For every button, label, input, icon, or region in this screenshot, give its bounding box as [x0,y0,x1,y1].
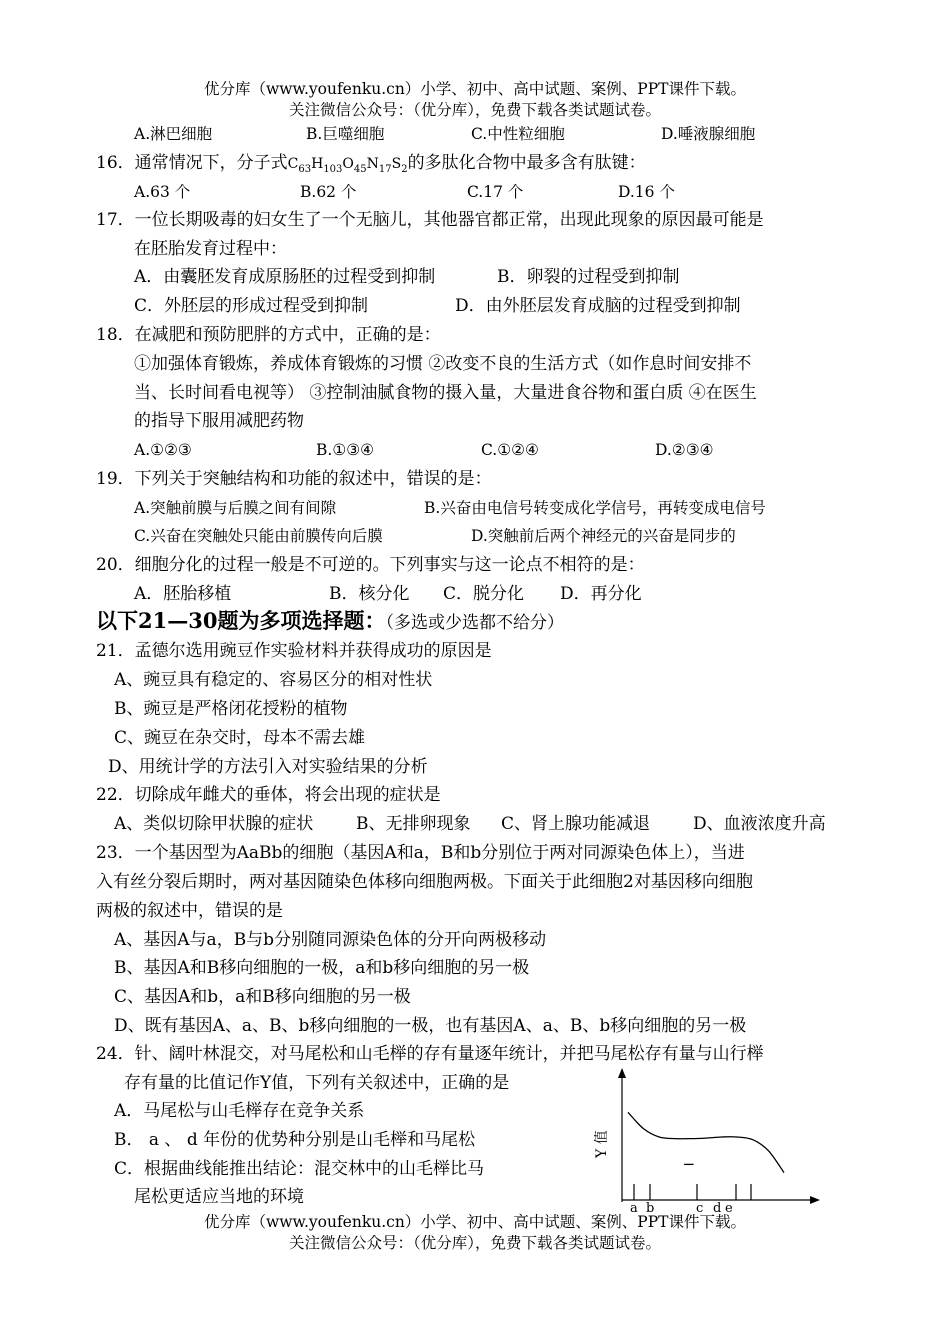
q20-option-d: D．再分化 [560,584,642,604]
formula-c-sub: 63 [298,163,312,175]
q22-option-c: C、肾上腺功能减退 [501,814,651,834]
q21-option-a: A、豌豆具有稳定的、容易区分的相对性状 [114,670,433,690]
q17-option-d: D．由外胚层发育成脑的过程受到抑制 [455,296,741,316]
q18-option-a: A.①②③ [134,441,192,459]
q23-stem-line-1: 23．一个基因型为AaBb的细胞（基因A和a，B和b分别位于两对同源染色体上），当进 [96,843,745,863]
formula-n: N [366,156,379,172]
q21-option-c: C、豌豆在杂交时，母本不需去雄 [114,728,366,748]
q24-stem-line-1: 24．针、阔叶林混交，对马尾松和山毛榉的存有量逐年统计，并把马尾松存有量与山行榉 [96,1044,764,1064]
y-axis-arrow [618,1068,626,1078]
q24-option-b: B． a 、 d 年份的优势种分别是山毛榉和马尾松 [114,1130,476,1150]
q23-stem-line-2: 入有丝分裂后期时，两对基因随染色体移向细胞两极。下面关于此细胞2对基因移向细胞 [96,872,753,892]
q16-option-a: A.63 个 [134,183,191,201]
q24-option-c-line-1: C．根据曲线能推出结论：混交林中的山毛榉比马 [114,1159,485,1179]
q17-option-a: A．由囊胚发育成原肠胚的过程受到抑制 [134,267,436,287]
section-title-row [96,610,564,634]
q16-stem [96,152,646,181]
q18-option-b: B.①③④ [316,441,375,459]
q20-option-a: A．胚胎移植 [134,584,232,604]
formula-s-sub: 2 [401,163,408,175]
q21-stem: 21．孟德尔选用豌豆作实验材料并获得成功的原因是 [96,641,492,661]
q18-stem: 18．在减肥和预防肥胖的方式中，正确的是： [96,325,441,345]
y-value-chart [588,1066,828,1216]
watermark-footer-line-1: 优分库（www.youfenku.cn）小学、初中、高中试题、案例、PPT课件下载。 [203,1213,747,1231]
q16-stem-post: 的多肽化合物中最多含有肽键： [407,153,646,173]
q24-option-a: A．马尾松与山毛榉存在竞争关系 [114,1101,365,1121]
x-tick-label-d: d [713,1201,722,1216]
q21-option-d: D、用统计学的方法引入对实验结果的分析 [108,757,428,777]
q16-stem-pre: 16．通常情况下，分子式 [96,153,288,173]
x-tick-label-e: e [725,1201,733,1216]
y-axis-label: Y 值 [594,1130,610,1158]
section-note: （多选或少选都不给分） [385,613,564,633]
q18-body-line-3: 的指导下服用减肥药物 [134,411,304,431]
x-tick-label-a: a [630,1201,638,1216]
formula-h-sub: 103 [323,163,343,175]
q22-option-b: B、无排卵现象 [356,814,471,834]
q16-option-b: B.62 个 [300,183,357,201]
q23-option-d: D、既有基因A、a、B、b移向细胞的一极，也有基因A、a、B、b移向细胞的另一极 [114,1016,747,1036]
q18-body-line-1: ①加强体育锻炼，养成体育锻炼的习惯 ②改变不良的生活方式（如作息时间安排不 [134,354,752,374]
q16-option-d: D.16 个 [618,183,675,201]
q24-stem-line-2: 存有量的比值记作Y值，下列有关叙述中，正确的是 [124,1073,510,1093]
formula-o-sub: 45 [353,163,367,175]
formula-o: O [342,156,354,172]
q22-option-a: A、类似切除甲状腺的症状 [114,814,314,834]
q23-option-b: B、基因A和B移向细胞的一极，a和b移向细胞的另一极 [114,958,530,978]
q20-option-b: B．核分化 [329,584,410,604]
q18-body-line-2: 当、长时间看电视等） ③控制油腻食物的摄入量，大量进食谷物和蛋白质 ④在医生 [134,383,757,403]
x-axis-arrow [810,1196,820,1204]
q22-stem: 22．切除成年雌犬的垂体，将会出现的症状是 [96,785,441,805]
section-title: 以下21—30题为多项选择题： [96,608,386,633]
q15-option-c: C.中性粒细胞 [471,125,565,143]
q21-option-b: B、豌豆是严格闭花授粉的植物 [114,699,348,719]
x-tick-label-c: c [696,1201,704,1216]
watermark-header-line-2: 关注微信公众号：（优分库），免费下载各类试题试卷。 [288,101,661,119]
q20-stem: 20．细胞分化的过程一般是不可逆的。下列事实与这一论点不相符的是： [96,555,645,575]
watermark-footer-line-2: 关注微信公众号：（优分库），免费下载各类试题试卷。 [288,1234,661,1252]
q19-option-d: D.突触前后两个神经元的兴奋是同步的 [471,527,736,545]
q17-option-c: C．外胚层的形成过程受到抑制 [134,296,369,316]
formula-h: H [311,156,324,172]
q15-option-b: B.巨噬细胞 [306,125,385,143]
q24-option-c-line-2: 尾松更适应当地的环境 [134,1187,304,1207]
formula-n-sub: 17 [378,163,392,175]
q16-formula [287,156,408,175]
q19-option-b: B.兴奋由电信号转变成化学信号，再转变成电信号 [424,499,766,517]
q15-option-d: D.唾液腺细胞 [661,125,756,143]
q18-option-c: C.①②④ [481,441,539,459]
q18-option-d: D.②③④ [655,441,714,459]
formula-s: S [391,156,402,172]
q17-option-b: B．卵裂的过程受到抑制 [497,267,680,287]
q16-option-c: C.17 个 [467,183,524,201]
q15-option-a: A.淋巴细胞 [134,125,213,143]
watermark-header-line-1: 优分库（www.youfenku.cn）小学、初中、高中试题、案例、PPT课件下载。 [203,80,747,98]
x-tick-label-b: b [646,1201,655,1216]
q20-option-c: C．脱分化 [443,584,525,604]
q23-option-a: A、基因A与a，B与b分别随同源染色体的分开向两极移动 [114,930,547,950]
q17-stem-line-1: 17．一位长期吸毒的妇女生了一个无脑儿，其他器官都正常，出现此现象的原因最可能是 [96,210,764,230]
q19-stem: 19．下列关于突触结构和功能的叙述中，错误的是： [96,469,492,489]
q23-option-c: C、基因A和b，a和B移向细胞的另一极 [114,987,411,1007]
q17-stem-line-2: 在胚胎发育过程中： [134,239,287,259]
q19-option-c: C.兴奋在突触处只能由前膜传向后膜 [134,527,383,545]
q19-option-a: A.突触前膜与后膜之间有间隙 [134,499,337,517]
formula-c: C [287,156,299,172]
q23-stem-line-3: 两极的叙述中，错误的是 [96,901,283,921]
y-value-curve [628,1112,784,1172]
q22-option-d: D、血液浓度升高 [693,814,826,834]
